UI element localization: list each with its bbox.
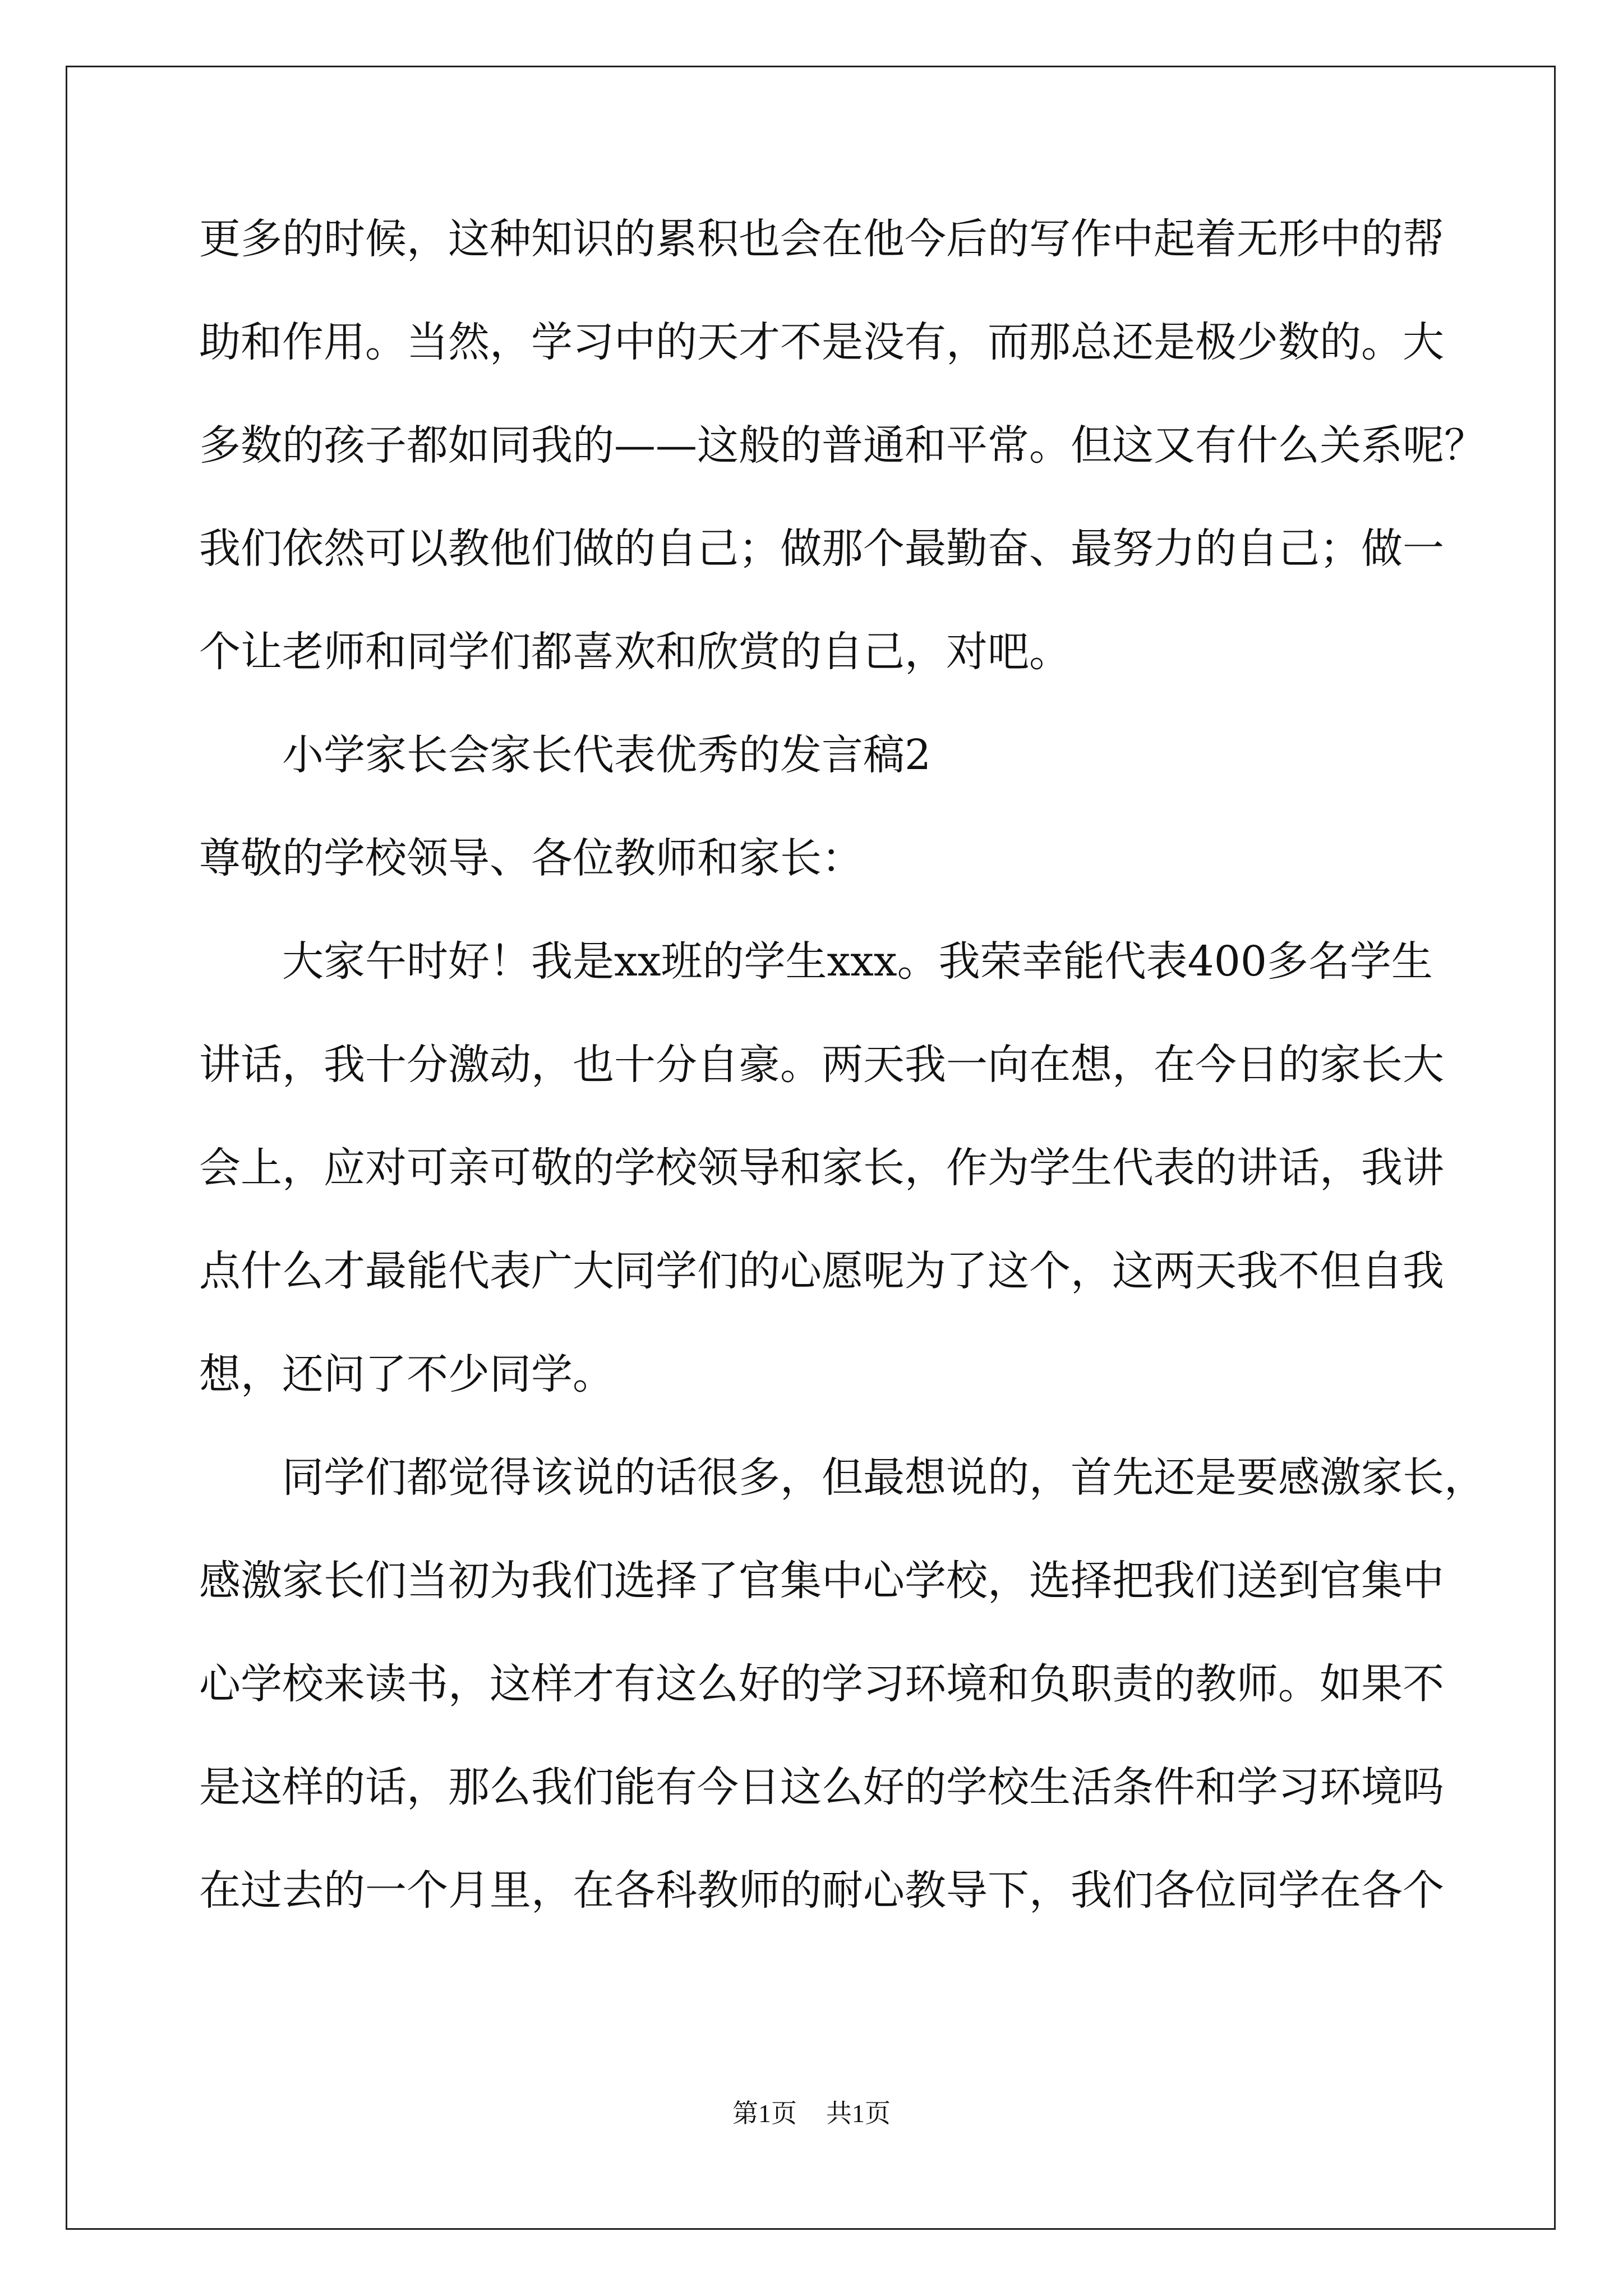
salutation: 尊敬的学校领导、各位教师和家长：	[199, 834, 863, 882]
text-line: 讲话，我十分激动，也十分自豪。两天我一向在想，在今日的家长大	[199, 1041, 1444, 1089]
page-number: 第1页	[732, 2099, 797, 2128]
text-line: 是这样的话，那么我们能有今日这么好的学校生活条件和学习环境吗	[199, 1763, 1444, 1811]
page-total: 共1页	[826, 2099, 891, 2128]
text-line: 个让老师和同学们都喜欢和欣赏的自己，对吧。	[199, 628, 1071, 676]
text-line: 心学校来读书，这样才有这么好的学习环境和负职责的教师。如果不	[199, 1660, 1444, 1708]
text-line: 我们依然可以教他们做的自己；做那个最勤奋、最努力的自己；做一	[199, 524, 1444, 573]
text-line: 会上，应对可亲可敬的学校领导和家长，作为学生代表的讲话，我讲	[199, 1144, 1444, 1192]
text-line: 想，还问了不少同学。	[199, 1350, 614, 1398]
page-footer	[0, 2098, 1623, 2129]
text-line: 助和作用。当然，学习中的天才不是没有，而那总还是极少数的。大	[199, 318, 1444, 366]
text-line: 大家午时好！我是xx班的学生xxx。我荣幸能代表400多名学生	[282, 937, 1433, 986]
text-line: 更多的时候，这种知识的累积也会在他今后的写作中起着无形中的帮	[199, 215, 1444, 263]
text-line: 感激家长们当初为我们选择了官集中心学校，选择把我们送到官集中	[199, 1557, 1444, 1605]
text-line: 点什么才最能代表广大同学们的心愿呢为了这个，这两天我不但自我	[199, 1247, 1444, 1295]
text-line: 在过去的一个月里，在各科教师的耐心教导下，我们各位同学在各个	[199, 1866, 1444, 1915]
text-line: 同学们都觉得该说的话很多，但最想说的，首先还是要感激家长，	[282, 1453, 1486, 1502]
section-title: 小学家长会家长代表优秀的发言稿2	[282, 731, 932, 779]
document-body	[199, 213, 1486, 1916]
text-line: 多数的孩子都如同我的——这般的普通和平常。但这又有什么关系呢？	[199, 421, 1486, 470]
